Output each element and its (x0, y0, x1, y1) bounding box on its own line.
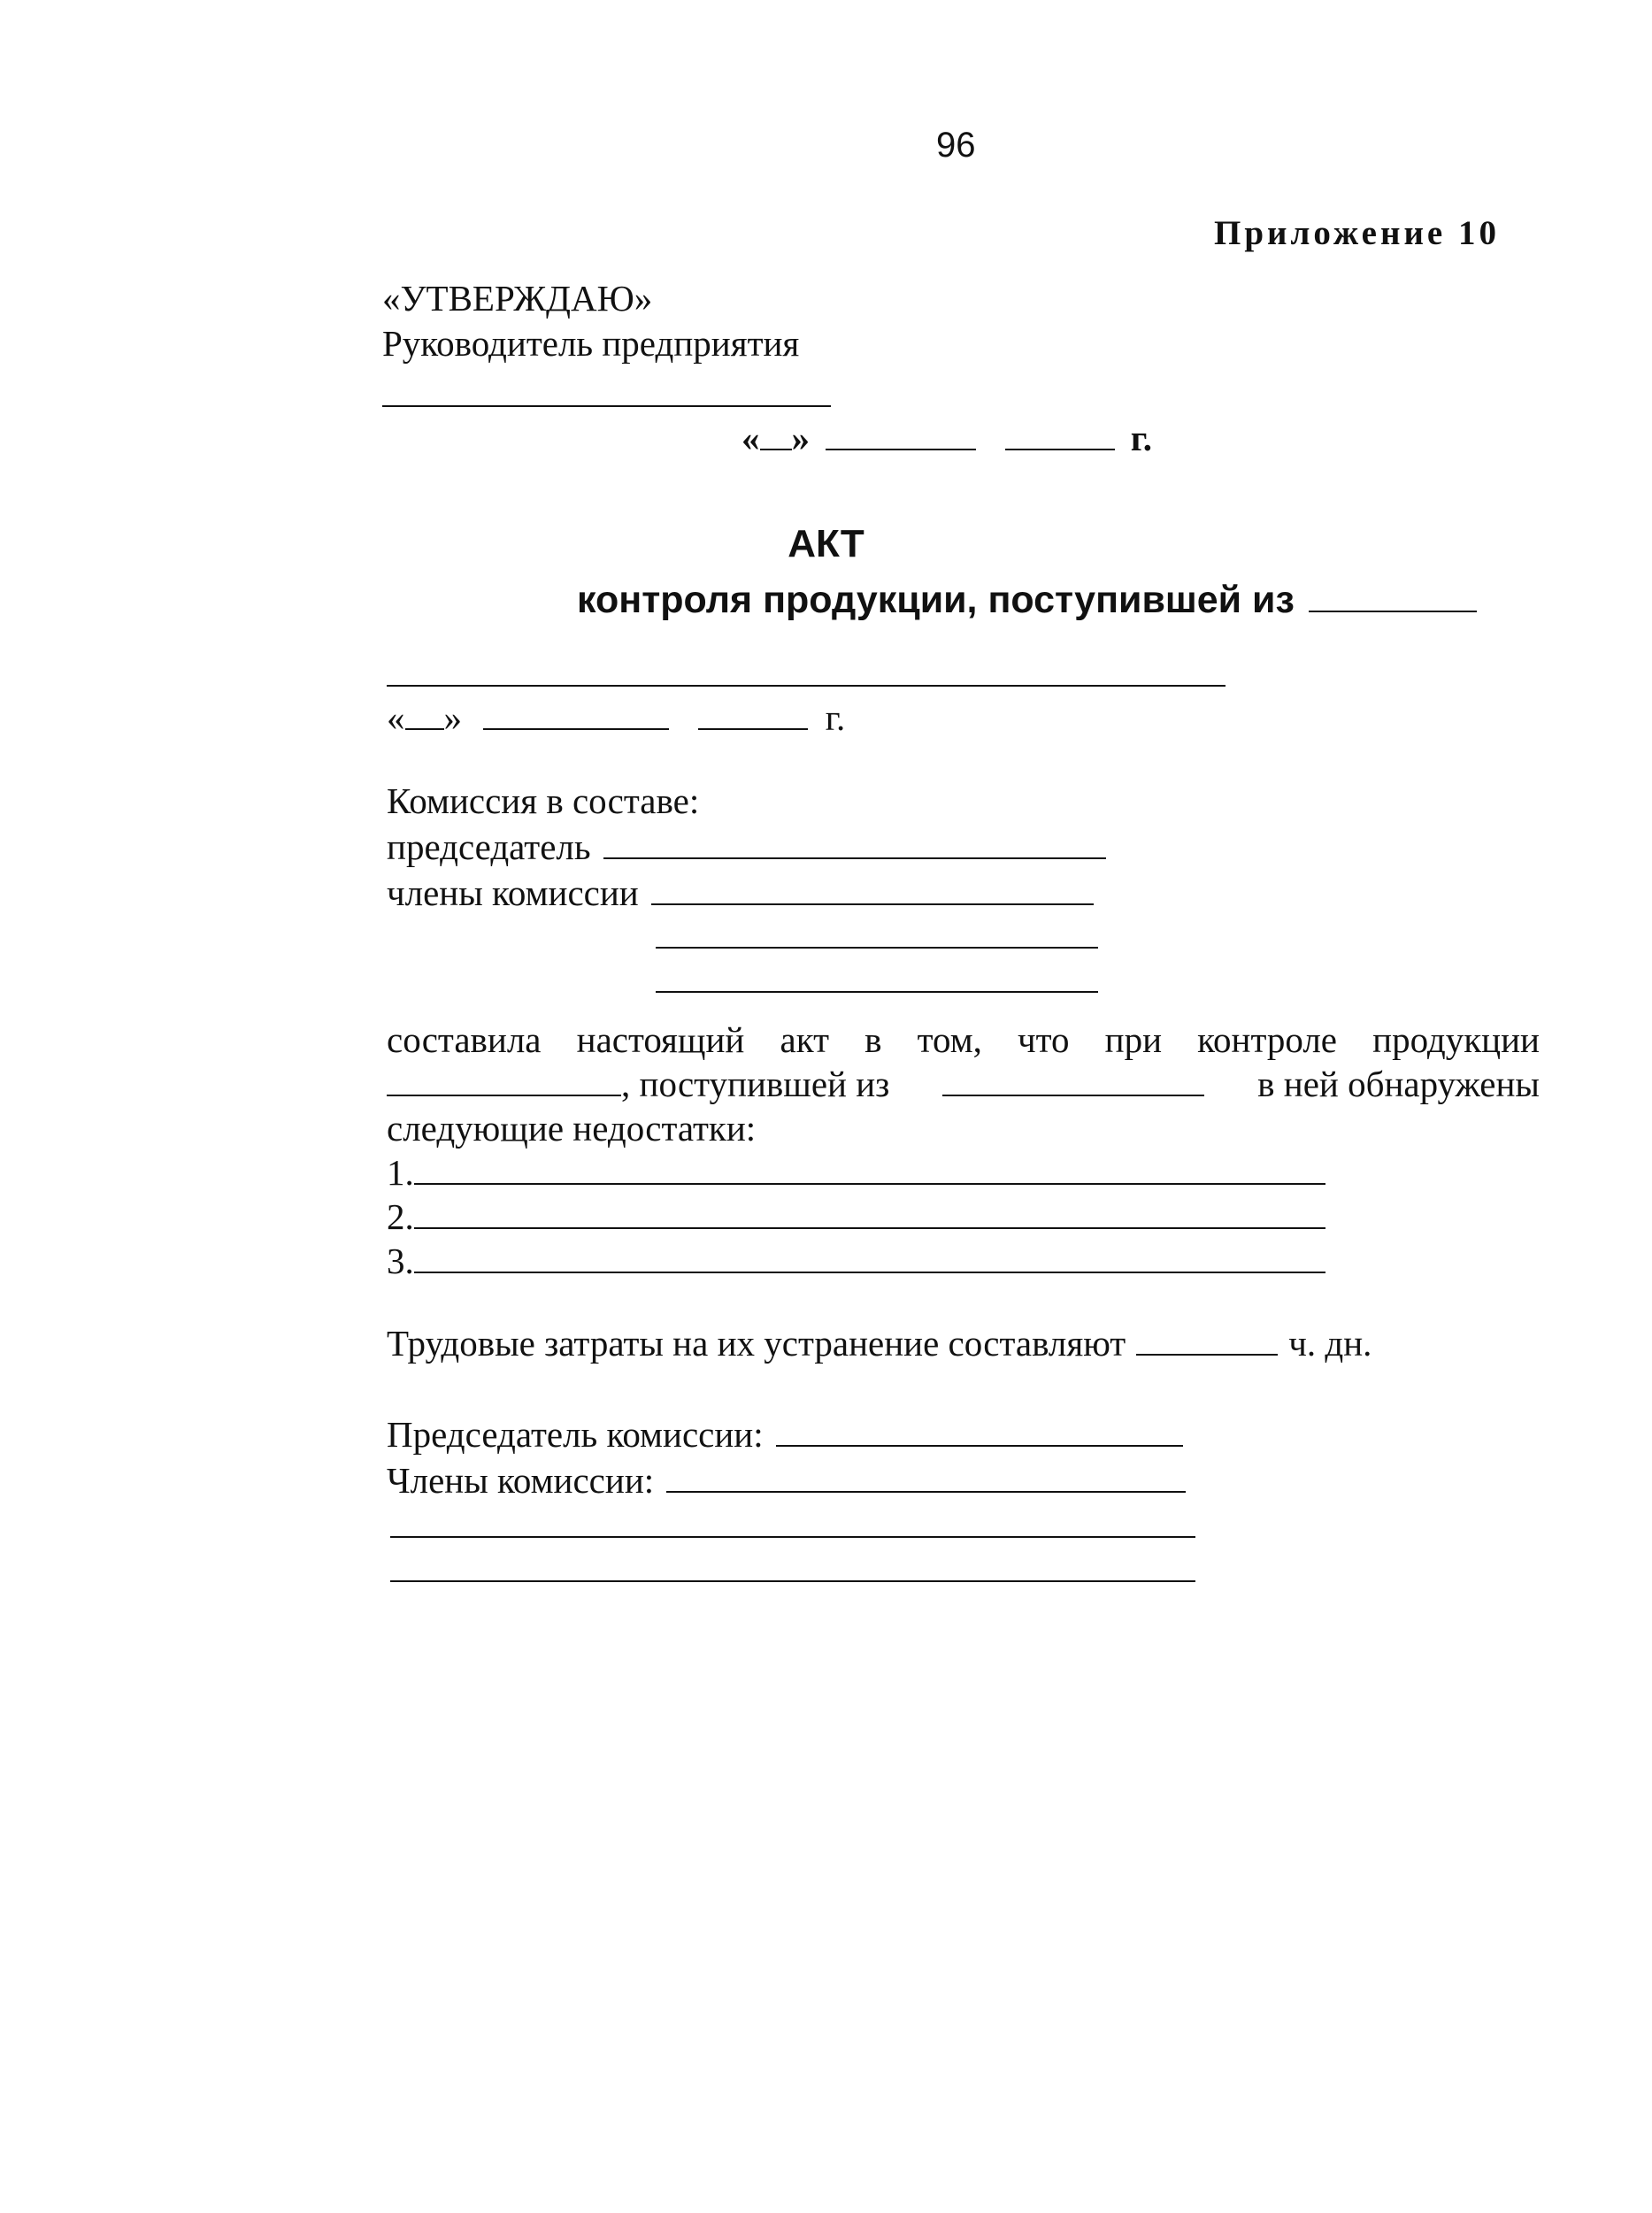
defect-blank (414, 1241, 1325, 1273)
members-label: члены комиссии (387, 872, 639, 913)
found-text: в ней обнаружены (1257, 1064, 1540, 1104)
chairman-signature-blank (776, 1415, 1183, 1447)
chairman-signature-row (387, 1412, 1183, 1456)
day-blank (405, 698, 444, 730)
chairman-blank (603, 827, 1106, 859)
month-blank (826, 419, 976, 450)
word: в (864, 1019, 882, 1060)
labor-text: Трудовые затраты на их устранение составляют (387, 1323, 1126, 1364)
member-blank (651, 873, 1094, 905)
date-quote-close: » (443, 697, 462, 738)
statement-line-1 (387, 1018, 1540, 1062)
date-quote-open: « (741, 418, 760, 458)
defect-blank (414, 1197, 1325, 1229)
place-line (387, 685, 1226, 687)
product-blank (387, 1064, 621, 1096)
page-number: 96 (936, 126, 976, 165)
defect-number: 2. (387, 1196, 414, 1237)
members-signature-blank (666, 1461, 1186, 1493)
appendix-label: Приложение 10 (1214, 214, 1500, 252)
act-subtitle (577, 576, 1477, 624)
supplier-blank (942, 1064, 1204, 1096)
chairman-row (387, 825, 1106, 869)
month-blank (483, 698, 669, 730)
members-signature-line-3 (390, 1580, 1195, 1582)
defect-row (387, 1150, 1325, 1195)
product-group (387, 1062, 889, 1106)
labor-unit: ч. дн. (1288, 1323, 1372, 1364)
members-row (387, 871, 1094, 915)
approval-signature-line (382, 405, 831, 407)
chairman-label: председатель (387, 826, 591, 867)
year-suffix: г. (825, 697, 846, 738)
day-blank (760, 419, 792, 450)
act-date (387, 695, 845, 740)
word: что (1018, 1019, 1070, 1060)
word: том, (917, 1019, 982, 1060)
defect-blank (414, 1153, 1325, 1185)
word: при (1104, 1019, 1163, 1060)
word: продукции (1372, 1019, 1540, 1060)
defect-number: 1. (387, 1152, 414, 1193)
commission-heading: Комиссия в составе: (387, 780, 700, 821)
act-title: АКТ (788, 522, 864, 565)
members-signature-row (387, 1458, 1186, 1502)
defect-row (387, 1195, 1325, 1239)
year-blank (1005, 419, 1115, 450)
date-quote-close: » (791, 418, 810, 458)
word: контроле (1197, 1019, 1337, 1060)
members-signature-label: Члены комиссии: (387, 1460, 655, 1501)
approval-header: «УТВЕРЖДАЮ» (382, 278, 653, 319)
subtitle-text: контроля продукции, поступившей из (577, 579, 1295, 621)
received-from-text: , поступившей из (621, 1064, 890, 1104)
chairman-signature-label: Председатель комиссии: (387, 1414, 764, 1455)
defect-number: 3. (387, 1241, 414, 1281)
word: составила (387, 1019, 542, 1060)
member-line-2 (656, 947, 1098, 949)
date-quote-open: « (387, 697, 405, 738)
approval-date (741, 416, 1152, 460)
statement-line-3: следующие недостатки: (387, 1108, 757, 1149)
defect-row (387, 1239, 1325, 1283)
members-signature-line-2 (390, 1536, 1195, 1538)
year-suffix: г. (1130, 418, 1152, 458)
word: настоящий (576, 1019, 745, 1060)
labor-blank (1136, 1324, 1278, 1356)
statement-line-2 (387, 1062, 1540, 1106)
labor-row (387, 1321, 1372, 1365)
word: акт (780, 1019, 829, 1060)
member-line-3 (656, 991, 1098, 993)
source-blank (1309, 577, 1477, 612)
year-blank (698, 698, 808, 730)
approval-position: Руководитель предприятия (382, 323, 800, 364)
